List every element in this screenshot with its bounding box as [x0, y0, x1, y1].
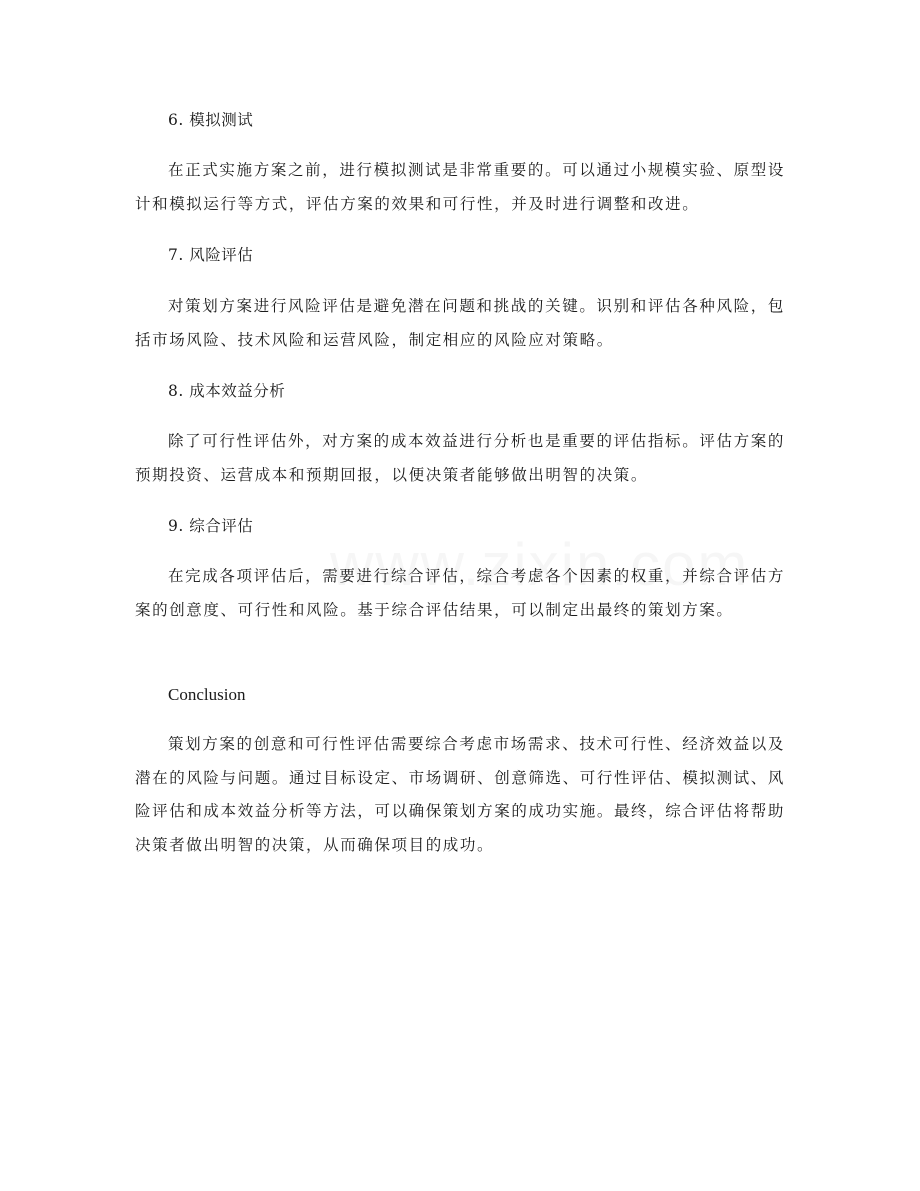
section-heading-comprehensive-assessment: 9. 综合评估 [168, 517, 254, 535]
conclusion-heading: Conclusion [168, 685, 246, 704]
section-heading-risk-assessment: 7. 风险评估 [168, 246, 254, 264]
section-body-cost-benefit: 除了可行性评估外，对方案的成本效益进行分析也是重要的评估指标。评估方案的预期投资、运营成本和预期回报，以便决策者能够做出明智的决策。 [135, 432, 785, 484]
section-heading-cost-benefit: 8. 成本效益分析 [168, 382, 286, 400]
section-heading-simulation-test: 6. 模拟测试 [168, 111, 254, 129]
section-body-risk-assessment: 对策划方案进行风险评估是避免潜在问题和挑战的关键。识别和评估各种风险，包括市场风险、技术风险和运营风险，制定相应的风险应对策略。 [135, 297, 785, 349]
section-body-simulation-test: 在正式实施方案之前，进行模拟测试是非常重要的。可以通过小规模实验、原型设计和模拟运行等方式，评估方案的效果和可行性，并及时进行调整和改进。 [135, 161, 785, 213]
conclusion-body: 策划方案的创意和可行性评估需要综合考虑市场需求、技术可行性、经济效益以及潜在的风险与问题。通过目标设定、市场调研、创意筛选、可行性评估、模拟测试、风险评估和成本效益分析等方法，可以确保策划方案的成功实施。最终，综合评估将帮助决策者做出明智的决策，从而确保项目的成功。 [135, 735, 785, 854]
section-body-comprehensive-assessment: 在完成各项评估后，需要进行综合评估，综合考虑各个因素的权重，并综合评估方案的创意度、可行性和风险。基于综合评估结果，可以制定出最终的策划方案。 [135, 567, 785, 619]
